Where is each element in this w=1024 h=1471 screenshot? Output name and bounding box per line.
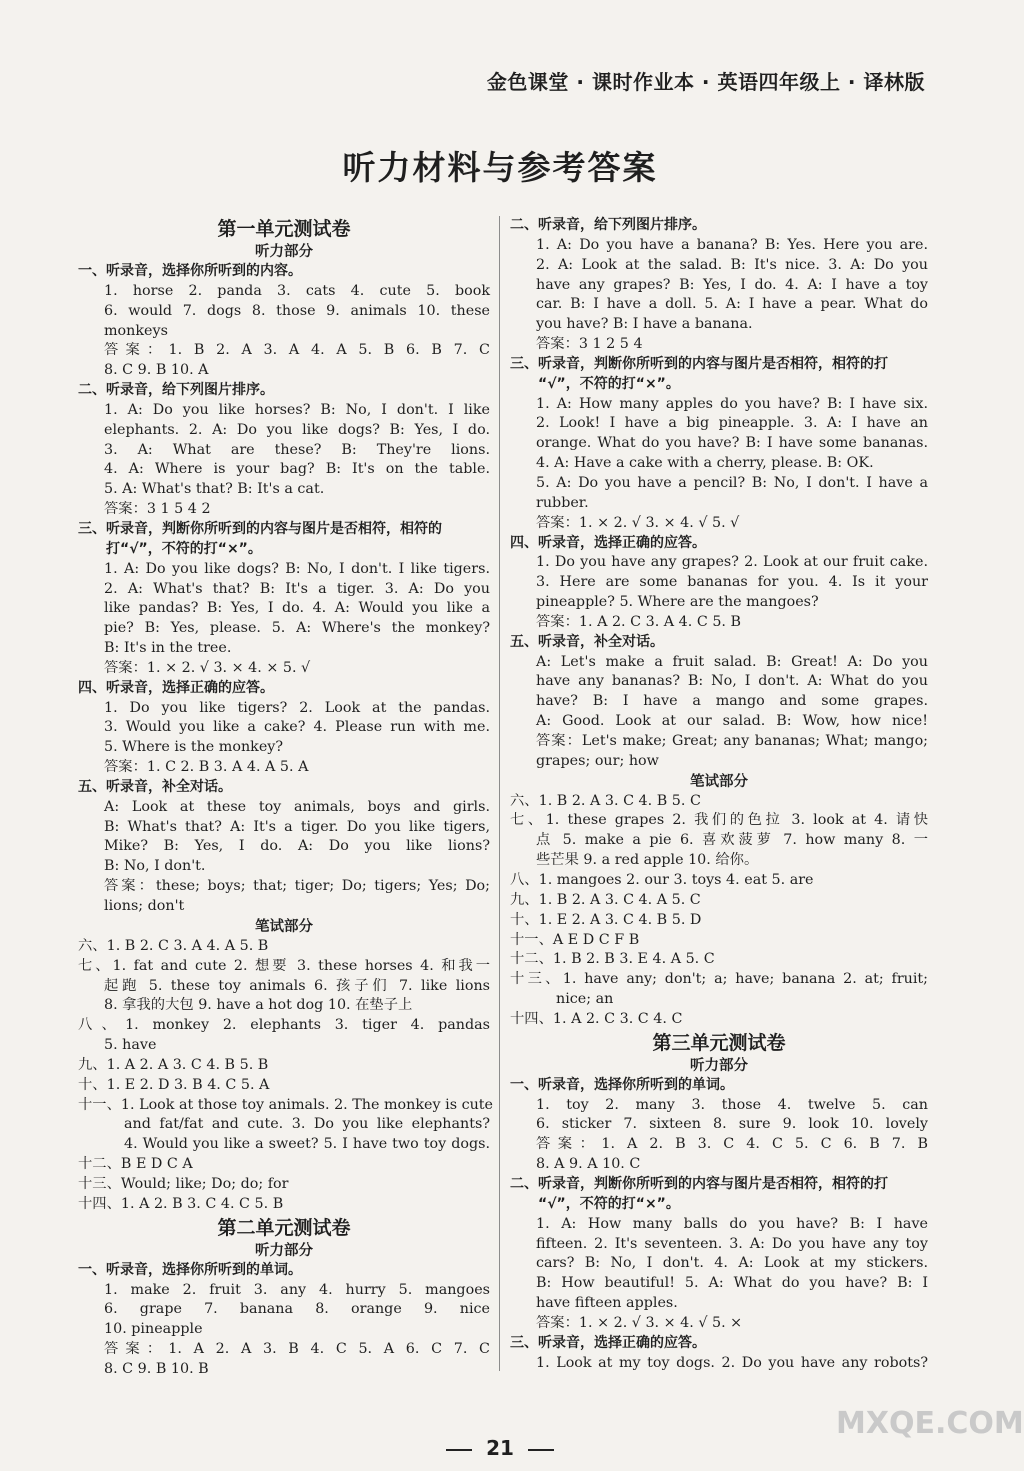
- text-line: 1. A: How many apples do you have? B: I have six.: [536, 395, 928, 412]
- text-line: 答案：1. × 2. √ 3. × 4. × 5. √: [104, 659, 311, 676]
- text-line: grapes; our; how: [536, 752, 659, 769]
- unit-title: 第三单元测试卷: [652, 1031, 786, 1054]
- text-line: 答案：1. × 2. √ 3. × 4. √ 5. √: [536, 514, 740, 531]
- part-title: 听力部分: [255, 1242, 313, 1259]
- text-line: elephants. 2. A: Do you like dogs? B: Yes, I do.: [104, 421, 490, 438]
- text-line: 十二、1. B 2. B 3. E 4. A 5. C: [510, 951, 715, 968]
- text-line: 答案：1. C 2. B 3. A 4. A 5. A: [104, 759, 309, 776]
- text-line: 十四、1. A 2. C 3. C 4. C: [510, 1010, 683, 1027]
- text-line: 6. grape 7. banana 8. orange 9. nice: [104, 1301, 490, 1318]
- text-line: 3. Would you like a cake? 4. Please run with me.: [104, 719, 490, 736]
- section-heading: 二、听录音，给下列图片排序。: [510, 217, 706, 233]
- text-line: 六、1. B 2. C 3. A 4. A 5. B: [78, 937, 269, 954]
- part-title: 听力部分: [690, 1057, 748, 1074]
- text-line: monkeys: [104, 322, 168, 339]
- text-line: 5. have: [104, 1037, 157, 1054]
- right-column: [510, 216, 928, 1373]
- text-line: B: No, I don't.: [104, 858, 206, 875]
- text-line: 十、1. E 2. A 3. C 4. B 5. D: [510, 911, 702, 928]
- text-line: 1. A: Do you have a banana? B: Yes. Here you are.: [536, 236, 928, 253]
- book-header: 金色课堂 · 课时作业本 · 英语四年级上 · 译林版: [486, 70, 925, 94]
- section-heading: 三、听录音，判断你所听到的内容与图片是否相符，相符的: [78, 520, 442, 537]
- text-line: cars? B: No, I don't. 4. A: Look at my stickers.: [536, 1255, 928, 1272]
- section-heading: 二、听录音，判断你所听到的内容与图片是否相符，相符的打: [510, 1175, 888, 1192]
- text-line: 答案：1. A 2. B 3. C 4. C 5. C 6. B 7. B: [536, 1136, 928, 1153]
- text-line: 2. Look! I have a big pineapple. 3. A: I have an: [536, 415, 928, 432]
- section-heading: 五、听录音，补全对话。: [510, 633, 664, 650]
- section-heading: 打“√”，不符的打“×”。: [78, 540, 262, 557]
- text-line: 1. toy 2. many 3. those 4. twelve 5. can: [536, 1096, 928, 1113]
- text-line: have any grapes? B: Yes, I do. 4. A: I have a toy: [536, 276, 928, 293]
- text-line: B: How beautiful! 5. A: What do you have? B: I: [536, 1275, 928, 1292]
- text-line: nice; an: [556, 991, 614, 1008]
- text-line: lions; don't: [104, 898, 185, 914]
- part-title: 听力部分: [255, 244, 313, 260]
- text-line: 答案：1. A 2. A 3. B 4. C 5. A 6. C 7. C: [104, 1341, 490, 1358]
- section-heading: 一、听录音，选择你所听到的内容。: [78, 263, 302, 279]
- text-line: 1. A: Do you like dogs? B: No, I don't. I like tigers.: [104, 560, 490, 577]
- text-line: 六、1. B 2. A 3. C 4. B 5. C: [510, 792, 701, 809]
- text-line: 点 5. make a pie 6. 喜欢菠萝 7. how many 8. 一: [536, 832, 928, 849]
- text-line: 七、1. fat and cute 2. 想要 3. these horses 4. 和我一: [78, 957, 490, 974]
- text-line: 10. pineapple: [104, 1321, 203, 1338]
- text-line: 答案：1. A 2. C 3. A 4. C 5. B: [536, 613, 742, 630]
- text-line: have? B: I have a mango and some grapes.: [536, 693, 928, 710]
- text-line: 2. A: What's that? B: It's a tiger. 3. A: Do you: [104, 580, 490, 597]
- part-title: 笔试部分: [690, 773, 748, 790]
- text-line: 6. sticker 7. sixteen 8. sure 9. look 10. lovely: [536, 1116, 928, 1133]
- text-line: 8. A 9. A 10. C: [536, 1156, 641, 1173]
- text-line: fifteen. 2. It's seventeen. 3. A: Do you have any toy: [536, 1235, 928, 1252]
- text-line: B: It's in the tree.: [104, 640, 232, 657]
- text-line: Mike? B: Yes, I do. A: Do you like lions?: [104, 838, 490, 855]
- text-line: 十、1. E 2. D 3. B 4. C 5. A: [78, 1076, 270, 1093]
- text-line: 十三、Would; like; Do; do; for: [78, 1175, 289, 1192]
- text-line: rubber.: [536, 494, 589, 511]
- section-heading: 三、听录音，判断你所听到的内容与图片是否相符，相符的打: [510, 355, 888, 372]
- text-line: 8. C 9. B 10. A: [104, 362, 209, 379]
- footer-dash-left: [446, 1449, 472, 1451]
- section-heading: “√”，不符的打“×”。: [510, 1195, 680, 1212]
- watermark-logo: MXQE.COM: [836, 1406, 1024, 1441]
- footer-dash-right: [528, 1449, 554, 1451]
- section-heading: 三、听录音，选择正确的应答。: [510, 1334, 706, 1351]
- section-heading: 一、听录音，选择你所听到的单词。: [510, 1076, 734, 1093]
- text-line: 起跑 5. these toy animals 6. 孩子们 7. like lions: [104, 977, 490, 994]
- text-line: 1. Do you have any grapes? 2. Look at our fruit cake.: [536, 554, 928, 571]
- text-line: 5. A: What's that? B: It's a cat.: [104, 481, 325, 498]
- text-line: 1. Look at my toy dogs. 2. Do you have any robots?: [536, 1354, 928, 1371]
- text-line: A: Good. Look at our salad. B: Wow, how nice!: [536, 713, 928, 730]
- text-line: 十二、B E D C A: [78, 1156, 193, 1173]
- text-line: have fifteen apples.: [536, 1295, 678, 1312]
- text-line: 8. C 9. B 10. B: [104, 1360, 209, 1377]
- unit-title: 第一单元测试卷: [217, 218, 351, 240]
- text-line: 答案：1. × 2. √ 3. × 4. √ 5. ×: [536, 1314, 743, 1331]
- text-line: A: Let's make a fruit salad. B: Great! A: Do you: [536, 653, 928, 670]
- text-line: B: What's that? A: It's a tiger. Do you like tigers,: [104, 818, 490, 835]
- text-line: 4. Would you like a sweet? 5. I have two toy dogs.: [124, 1136, 490, 1153]
- section-heading: 四、听录音，选择正确的应答。: [510, 534, 706, 551]
- text-line: 5. Where is the monkey?: [104, 739, 284, 756]
- text-line: 答案：3 1 2 5 4: [536, 336, 643, 353]
- text-line: 答案：these; boys; that; tiger; Do; tigers; Yes; Do;: [104, 878, 490, 895]
- text-line: 1. A: Do you like horses? B: No, I don't. I like: [104, 401, 490, 418]
- text-line: 1. horse 2. panda 3. cats 4. cute 5. book: [104, 282, 490, 299]
- text-line: 答案：1. B 2. A 3. A 4. A 5. B 6. B 7. C: [104, 342, 490, 359]
- column-divider: [499, 216, 500, 1371]
- page-title: 听力材料与参考答案: [342, 148, 658, 187]
- text-line: and fat/fat and cute. 3. Do you like elephants?: [124, 1116, 490, 1133]
- text-line: 八、1. mangoes 2. our 3. toys 4. eat 5. are: [510, 872, 814, 888]
- text-line: 3. A: What are these? B: They're lions.: [104, 441, 490, 458]
- text-line: 十四、1. A 2. B 3. C 4. C 5. B: [78, 1195, 284, 1212]
- left-column: [78, 216, 493, 1380]
- text-line: 九、1. A 2. A 3. C 4. B 5. B: [78, 1056, 269, 1073]
- text-line: 十三、1. have any; don't; a; have; banana 2. at; fruit;: [510, 971, 928, 988]
- text-line: 8. 拿我的大包 9. have a hot dog 10. 在垫子上: [104, 997, 413, 1014]
- text-line: 1. Do you like tigers? 2. Look at the pandas.: [104, 699, 490, 716]
- text-line: like pandas? B: Yes, I do. 4. A: Would you like a: [104, 600, 490, 617]
- text-line: you have? B: I have a banana.: [536, 316, 753, 333]
- text-line: 6. would 7. dogs 8. those 9. animals 10. these: [104, 302, 490, 319]
- text-line: 1. make 2. fruit 3. any 4. hurry 5. mangoes: [104, 1281, 490, 1298]
- unit-title: 第二单元测试卷: [217, 1216, 351, 1239]
- text-line: orange. What do you have? B: I have some bananas.: [536, 435, 928, 452]
- part-title: 笔试部分: [255, 918, 313, 935]
- text-line: car. B: I have a doll. 5. A: I have a pear. What do: [536, 296, 928, 313]
- text-line: 3. Here are some bananas for you. 4. Is it your: [536, 574, 928, 591]
- text-line: 七、1. these grapes 2. 我们的色拉 3. look at 4. 请快: [510, 812, 928, 829]
- text-line: 十一、A E D C F B: [510, 931, 640, 948]
- text-line: 九、1. B 2. A 3. C 4. A 5. C: [510, 891, 701, 908]
- text-line: have any bananas? B: No, I don't. A: What do you: [536, 673, 928, 690]
- text-line: 4. A: Have a cake with a cherry, please. B: OK.: [536, 455, 874, 472]
- text-line: 2. A: Look at the salad. B: It's nice. 3. A: Do you: [536, 256, 928, 273]
- text-line: A: Look at these toy animals, boys and girls.: [104, 798, 490, 815]
- text-line: 5. A: Do you have a pencil? B: No, I don't. I have a: [536, 474, 928, 491]
- section-heading: 一、听录音，选择你所听到的单词。: [78, 1261, 302, 1278]
- text-line: 答案：Let's make; Great; any bananas; What; mango;: [536, 732, 928, 749]
- text-line: pie? B: Yes, please. 5. A: Where's the monkey?: [104, 620, 490, 637]
- text-line: pineapple? 5. Where are the mangoes?: [536, 594, 819, 611]
- text-line: 八、1. monkey 2. elephants 3. tiger 4. pandas: [78, 1017, 490, 1034]
- text-line: 1. A: How many balls do you have? B: I have: [536, 1215, 928, 1232]
- text-line: 十一、1. Look at those toy animals. 2. The monkey is cute: [78, 1096, 493, 1113]
- text-line: 答案：3 1 5 4 2: [104, 501, 211, 518]
- text-line: 些芒果 9. a red apple 10. 给你。: [536, 852, 759, 869]
- section-heading: 四、听录音，选择正确的应答。: [78, 679, 274, 696]
- page-number: 21: [486, 1436, 514, 1460]
- section-heading: 二、听录音，给下列图片排序。: [78, 382, 274, 399]
- text-line: 4. A: Where is your bag? B: It's on the table.: [104, 461, 490, 478]
- section-heading: 五、听录音，补全对话。: [78, 778, 232, 795]
- section-heading: “√”，不符的打“×”。: [510, 375, 680, 392]
